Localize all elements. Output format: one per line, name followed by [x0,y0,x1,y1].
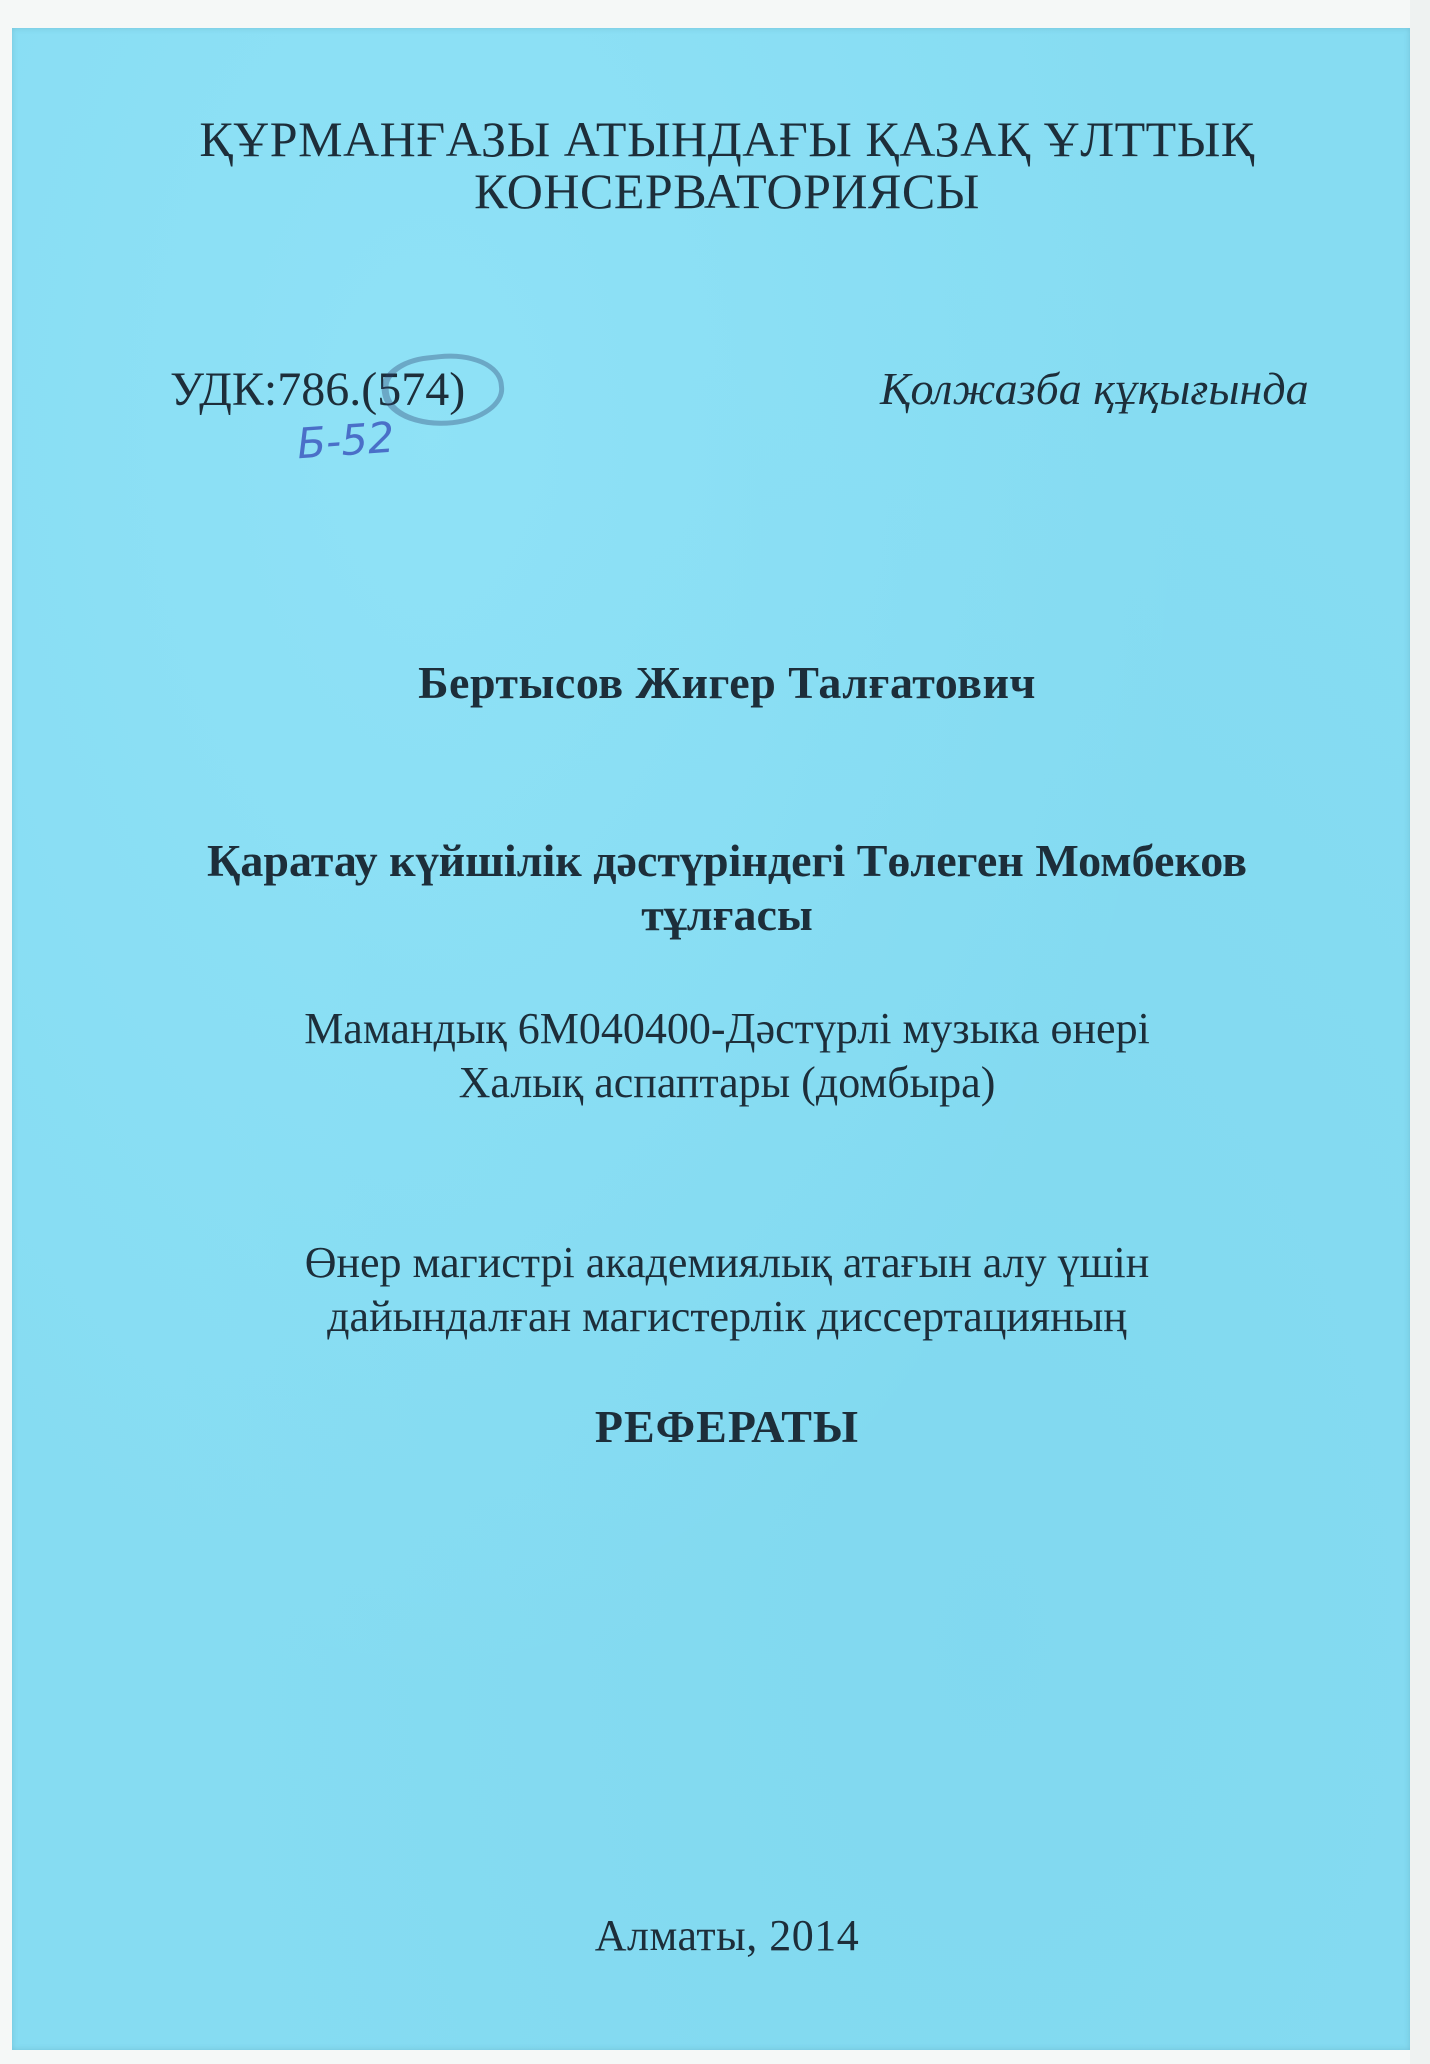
page-edge-strip [1410,0,1430,2064]
handwritten-circle-mark [379,348,508,432]
institution-name-line1: ҚҰРМАНҒАЗЫ АТЫНДАҒЫ ҚАЗАҚ ҰЛТТЫҚ [199,111,1255,167]
city-and-year: Алматы, 2014 [594,1911,860,1960]
institution-name-line2: КОНСЕРВАТОРИЯСЫ [474,163,980,219]
dissertation-title-line1: Қаратау күйшілік дәстүріндегі Төлеген Момбеков [207,835,1247,886]
author-name: Бертысов Жигер Талғатович [418,657,1036,708]
document-type-heading: РЕФЕРАТЫ [594,1401,860,1452]
dissertation-title-line2: тұлғасы [641,889,813,940]
handwritten-note: Б-52 [295,412,397,469]
specialty [0,1002,1430,1110]
dissertation-title [0,834,1430,942]
udk-code: УДК:786.(574) [170,363,466,416]
degree-line1: Өнер магистрі академиялық атағын алу үшін [304,1238,1150,1287]
manuscript-rights-note: Қолжазба құқығында [880,363,1309,414]
specialty-line2: Халық аспаптары (домбыра) [458,1058,996,1107]
document-cover [12,28,1410,2050]
specialty-line1: Мамандық 6М040400-Дәстүрлі музыка өнері [304,1004,1150,1053]
degree-statement [0,1236,1430,1344]
degree-line2: дайындалған магистерлік диссертацияның [327,1292,1127,1341]
